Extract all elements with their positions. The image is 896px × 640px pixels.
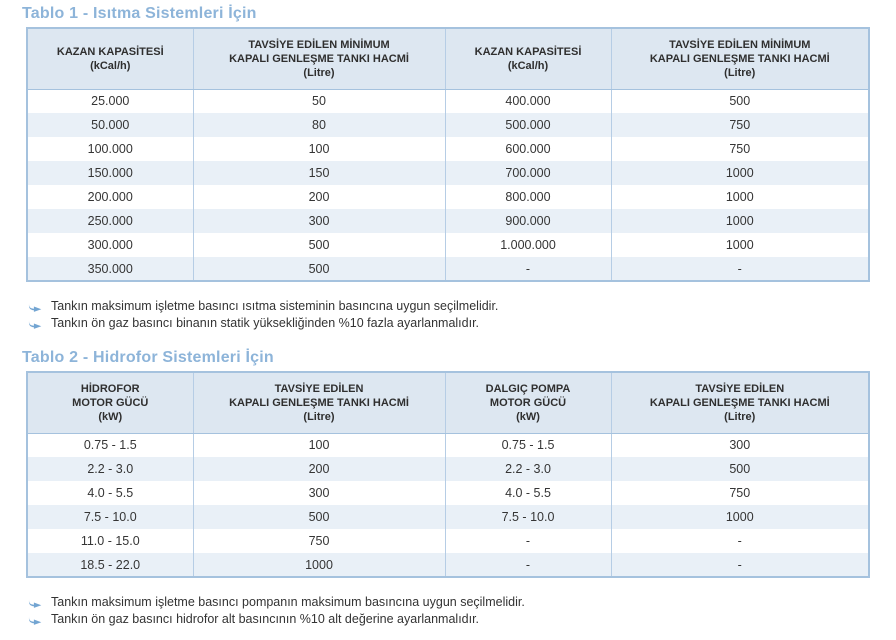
table-cell: 750 [193, 529, 445, 553]
table-row [27, 113, 869, 137]
note-text: Tankın maksimum işletme basıncı pompanın maksimum basıncına uygun seçilmelidir. [51, 595, 525, 609]
table-cell: 500 [611, 89, 869, 113]
table-row [27, 89, 869, 113]
booster-systems-table [26, 371, 870, 578]
column-header: HİDROFOR MOTOR GÜCÜ (kW) [27, 372, 193, 433]
table-cell: 300 [611, 433, 869, 457]
table-cell: 900.000 [445, 209, 611, 233]
table-cell: - [611, 257, 869, 281]
table-cell: 100 [193, 137, 445, 161]
table-cell: 500 [193, 233, 445, 257]
table1-title: Tablo 1 - Isıtma Sistemleri İçin [22, 5, 257, 22]
table-cell: 80 [193, 113, 445, 137]
table-row [27, 553, 869, 577]
table-cell: 0.75 - 1.5 [83, 438, 137, 453]
table-cell: - [445, 553, 611, 577]
arrow-bullet-icon [28, 319, 42, 329]
column-header: TAVSİYE EDİLEN MİNİMUM KAPALI GENLEŞME TANKI HACMİ (Litre) [611, 28, 869, 89]
table-cell: 800.000 [445, 185, 611, 209]
table-cell: 4.0 - 5.5 [445, 481, 611, 505]
note-text: Tankın ön gaz basıncı binanın statik yüksekliğinden %10 fazla ayarlanmalıdır. [51, 316, 480, 330]
table-cell: - [445, 257, 611, 281]
table2-title: Tablo 2 - Hidrofor Sistemleri İçin [22, 349, 274, 366]
table-cell: 1000 [611, 233, 869, 257]
note-item [28, 594, 896, 611]
arrow-bullet-icon [28, 615, 42, 625]
table-row [27, 457, 869, 481]
table-cell: - [611, 529, 869, 553]
table-row [27, 529, 869, 553]
column-header: TAVSİYE EDİLEN KAPALI GENLEŞME TANKI HACMİ (Litre) [611, 372, 869, 433]
table-row [27, 209, 869, 233]
table-cell: 1000 [611, 185, 869, 209]
table-cell: 2.2 - 3.0 [87, 462, 134, 476]
note-text: Tankın ön gaz basıncı hidrofor alt basıncının %10 alt değerine ayarlanmalıdır. [51, 612, 480, 626]
note-item [28, 611, 896, 628]
table-cell: 300.000 [87, 238, 133, 252]
table-cell: 1000 [193, 553, 445, 577]
table-cell: 500 [193, 505, 445, 529]
table-row [27, 433, 869, 457]
table-cell: 400.000 [445, 89, 611, 113]
table2-notes [28, 594, 896, 628]
column-header: TAVSİYE EDİLEN KAPALI GENLEŞME TANKI HACMİ (Litre) [193, 372, 445, 433]
table-cell: 25.000 [91, 94, 130, 109]
table-cell: 150.000 [87, 166, 133, 180]
arrow-bullet-icon [28, 598, 42, 608]
table-row [27, 233, 869, 257]
table-cell: 700.000 [445, 161, 611, 185]
table-row [27, 505, 869, 529]
table-cell: 150 [193, 161, 445, 185]
table-cell: 750 [611, 137, 869, 161]
table1-notes [28, 298, 896, 332]
table-cell: 600.000 [445, 137, 611, 161]
table-cell: 500 [193, 257, 445, 281]
table-row [27, 257, 869, 281]
heating-systems-table [26, 27, 870, 282]
table-cell: 300 [193, 209, 445, 233]
table-cell: 50.000 [91, 118, 130, 132]
table-cell: 300 [193, 481, 445, 505]
table-cell: 2.2 - 3.0 [445, 457, 611, 481]
note-item [28, 315, 896, 332]
table-cell: 18.5 - 22.0 [80, 557, 141, 572]
arrow-bullet-icon [28, 302, 42, 312]
table-cell: 0.75 - 1.5 [445, 433, 611, 457]
table-cell: 350.000 [87, 261, 133, 276]
column-header: TAVSİYE EDİLEN MİNİMUM KAPALI GENLEŞME TANKI HACMİ (Litre) [193, 28, 445, 89]
table-cell: 11.0 - 15.0 [80, 534, 140, 548]
note-item [28, 298, 896, 315]
table-cell: 200 [193, 185, 445, 209]
table-cell: 750 [611, 481, 869, 505]
table-cell: 7.5 - 10.0 [83, 510, 137, 524]
table-cell: - [445, 529, 611, 553]
table-cell: 50 [193, 89, 445, 113]
table-row [27, 137, 869, 161]
table-cell: 7.5 - 10.0 [445, 505, 611, 529]
table-cell: 1000 [611, 161, 869, 185]
table-cell: 250.000 [87, 214, 133, 228]
note-text: Tankın maksimum işletme basıncı ısıtma sisteminin basıncına uygun seçilmelidir. [51, 299, 499, 313]
table-row [27, 185, 869, 209]
table-row [27, 161, 869, 185]
table-cell: 1000 [611, 505, 869, 529]
column-header: KAZAN KAPASİTESİ (kCal/h) [27, 28, 193, 89]
table-row [27, 481, 869, 505]
table-cell: 100.000 [87, 142, 133, 156]
table-cell: 200.000 [87, 190, 133, 204]
table-cell: 200 [193, 457, 445, 481]
column-header: KAZAN KAPASİTESİ (kCal/h) [445, 28, 611, 89]
table-cell: 500 [611, 457, 869, 481]
table-cell: 1000 [611, 209, 869, 233]
table-cell: 4.0 - 5.5 [87, 486, 134, 500]
table-cell: 1.000.000 [445, 233, 611, 257]
table-cell: 100 [193, 433, 445, 457]
table-cell: - [611, 553, 869, 577]
table-cell: 750 [611, 113, 869, 137]
column-header: DALGIÇ POMPA MOTOR GÜCÜ (kW) [445, 372, 611, 433]
table-cell: 500.000 [445, 113, 611, 137]
